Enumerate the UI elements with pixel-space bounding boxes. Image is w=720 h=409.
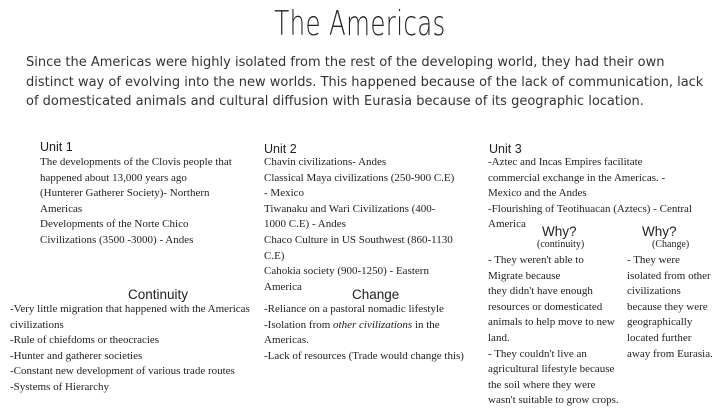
why-change-line: because they were bbox=[627, 300, 708, 313]
change-line bbox=[264, 318, 464, 334]
unit1-line: (Hunterer Gatherer Society)- Northern bbox=[40, 187, 210, 200]
why-continuity-sub: (continuity) bbox=[537, 239, 585, 250]
unit1-line: Developments of the Norte Chico bbox=[40, 218, 189, 231]
unit2-heading: Unit 2 bbox=[264, 142, 297, 156]
unit3-line: Mexico and the Andes bbox=[488, 187, 587, 200]
continuity-body bbox=[10, 302, 250, 396]
unit3-line: -Aztec and Incas Empires facilitate bbox=[488, 156, 643, 168]
unit3-line: commercial exchange in the Americas. - bbox=[488, 171, 666, 184]
unit2-line: Tiwanaku and Wari Civilizations (400- bbox=[264, 202, 436, 215]
why-continuity-line: the soil where they were bbox=[488, 378, 596, 391]
change-line: Americas. bbox=[264, 334, 309, 347]
unit2-body bbox=[264, 155, 454, 295]
page-title: The Americas bbox=[274, 4, 446, 44]
change-line-text: in the bbox=[412, 318, 440, 331]
unit2-line: America bbox=[264, 280, 302, 293]
why-continuity-line: agricultural lifestyle because bbox=[488, 363, 615, 376]
unit3-line: -Flourishing of Teotihuacan (Aztecs) - Central bbox=[488, 202, 692, 215]
why-change-body bbox=[627, 253, 713, 362]
unit1-line: Civilizations (3500 -3000) - Andes bbox=[40, 233, 194, 246]
why-change-line: - They were bbox=[627, 254, 680, 266]
why-continuity-line: - They couldn't live an bbox=[488, 347, 587, 360]
continuity-line: civilizations bbox=[10, 318, 64, 331]
why-continuity-line: animals to help move to new bbox=[488, 316, 615, 329]
change-line: -Reliance on a pastoral nomadic lifestyle bbox=[264, 303, 444, 315]
change-body bbox=[264, 302, 464, 364]
why-change-sub: (Change) bbox=[652, 239, 690, 250]
why-continuity-body bbox=[488, 253, 619, 409]
why-continuity-line: - They weren't able to bbox=[488, 254, 584, 266]
why-change-line: geographically bbox=[627, 316, 693, 329]
unit2-line: C.E) bbox=[264, 249, 285, 262]
continuity-line: -Rule of chiefdoms or theocracies bbox=[10, 334, 160, 347]
why-change-line: isolated from other bbox=[627, 269, 711, 282]
unit2-line: Chavin civilizations- Andes bbox=[264, 156, 387, 168]
why-continuity-line: they didn't have enough bbox=[488, 285, 593, 298]
continuity-line: -Constant new development of various trade routes bbox=[10, 365, 235, 378]
continuity-line: -Very little migration that happened with the Americas bbox=[10, 303, 250, 315]
unit2-line: - Mexico bbox=[264, 187, 305, 200]
change-line: -Lack of resources (Trade would change this) bbox=[264, 349, 464, 362]
continuity-line: -Systems of Hierarchy bbox=[10, 380, 109, 393]
why-continuity-line: resources or domesticated bbox=[488, 300, 603, 313]
why-continuity-heading: Why? bbox=[542, 224, 577, 239]
change-line-emphasis: other civilizations bbox=[333, 318, 413, 331]
unit1-line: Americas bbox=[40, 202, 83, 215]
unit2-line: Classical Maya civilizations (250-900 C.E) bbox=[264, 171, 455, 184]
why-continuity-line: wasn't suitable to grow crops. bbox=[488, 394, 619, 407]
unit1-line: The developments of the Clovis people that bbox=[40, 156, 232, 168]
unit3-body bbox=[488, 155, 692, 233]
unit2-line: Chaco Culture in US Southwest (860-1130 bbox=[264, 233, 453, 246]
why-change-heading: Why? bbox=[642, 224, 677, 239]
why-change-line: located further bbox=[627, 331, 692, 344]
why-continuity-line: Migrate because bbox=[488, 269, 561, 282]
why-continuity-line: land. bbox=[488, 331, 510, 344]
why-change-line: away from Eurasia. bbox=[627, 347, 713, 360]
unit2-line: 1000 C.E) - Andes bbox=[264, 218, 346, 231]
unit3-heading: Unit 3 bbox=[489, 142, 522, 156]
change-heading: Change bbox=[352, 287, 400, 302]
continuity-heading: Continuity bbox=[128, 287, 189, 302]
unit3-line: America bbox=[488, 218, 526, 231]
unit2-line: Cahokia society (900-1250) - Eastern bbox=[264, 265, 429, 278]
change-line-text: -Isolation from bbox=[264, 318, 334, 331]
why-change-line: civilizations bbox=[627, 285, 681, 298]
continuity-line: -Hunter and gatherer societies bbox=[10, 349, 143, 362]
unit1-body bbox=[40, 155, 232, 249]
intro-paragraph: Since the Americas were highly isolated from the rest of the developing world, they had their own distinct way of evolving into the new worlds. This happened because of the lack of communication, lack of domesticated animals and cultural diffusion with Eurasia because of its geographic location. bbox=[26, 55, 704, 109]
unit1-heading: Unit 1 bbox=[40, 140, 73, 154]
unit1-line: happened about 13,000 years ago bbox=[40, 171, 187, 184]
